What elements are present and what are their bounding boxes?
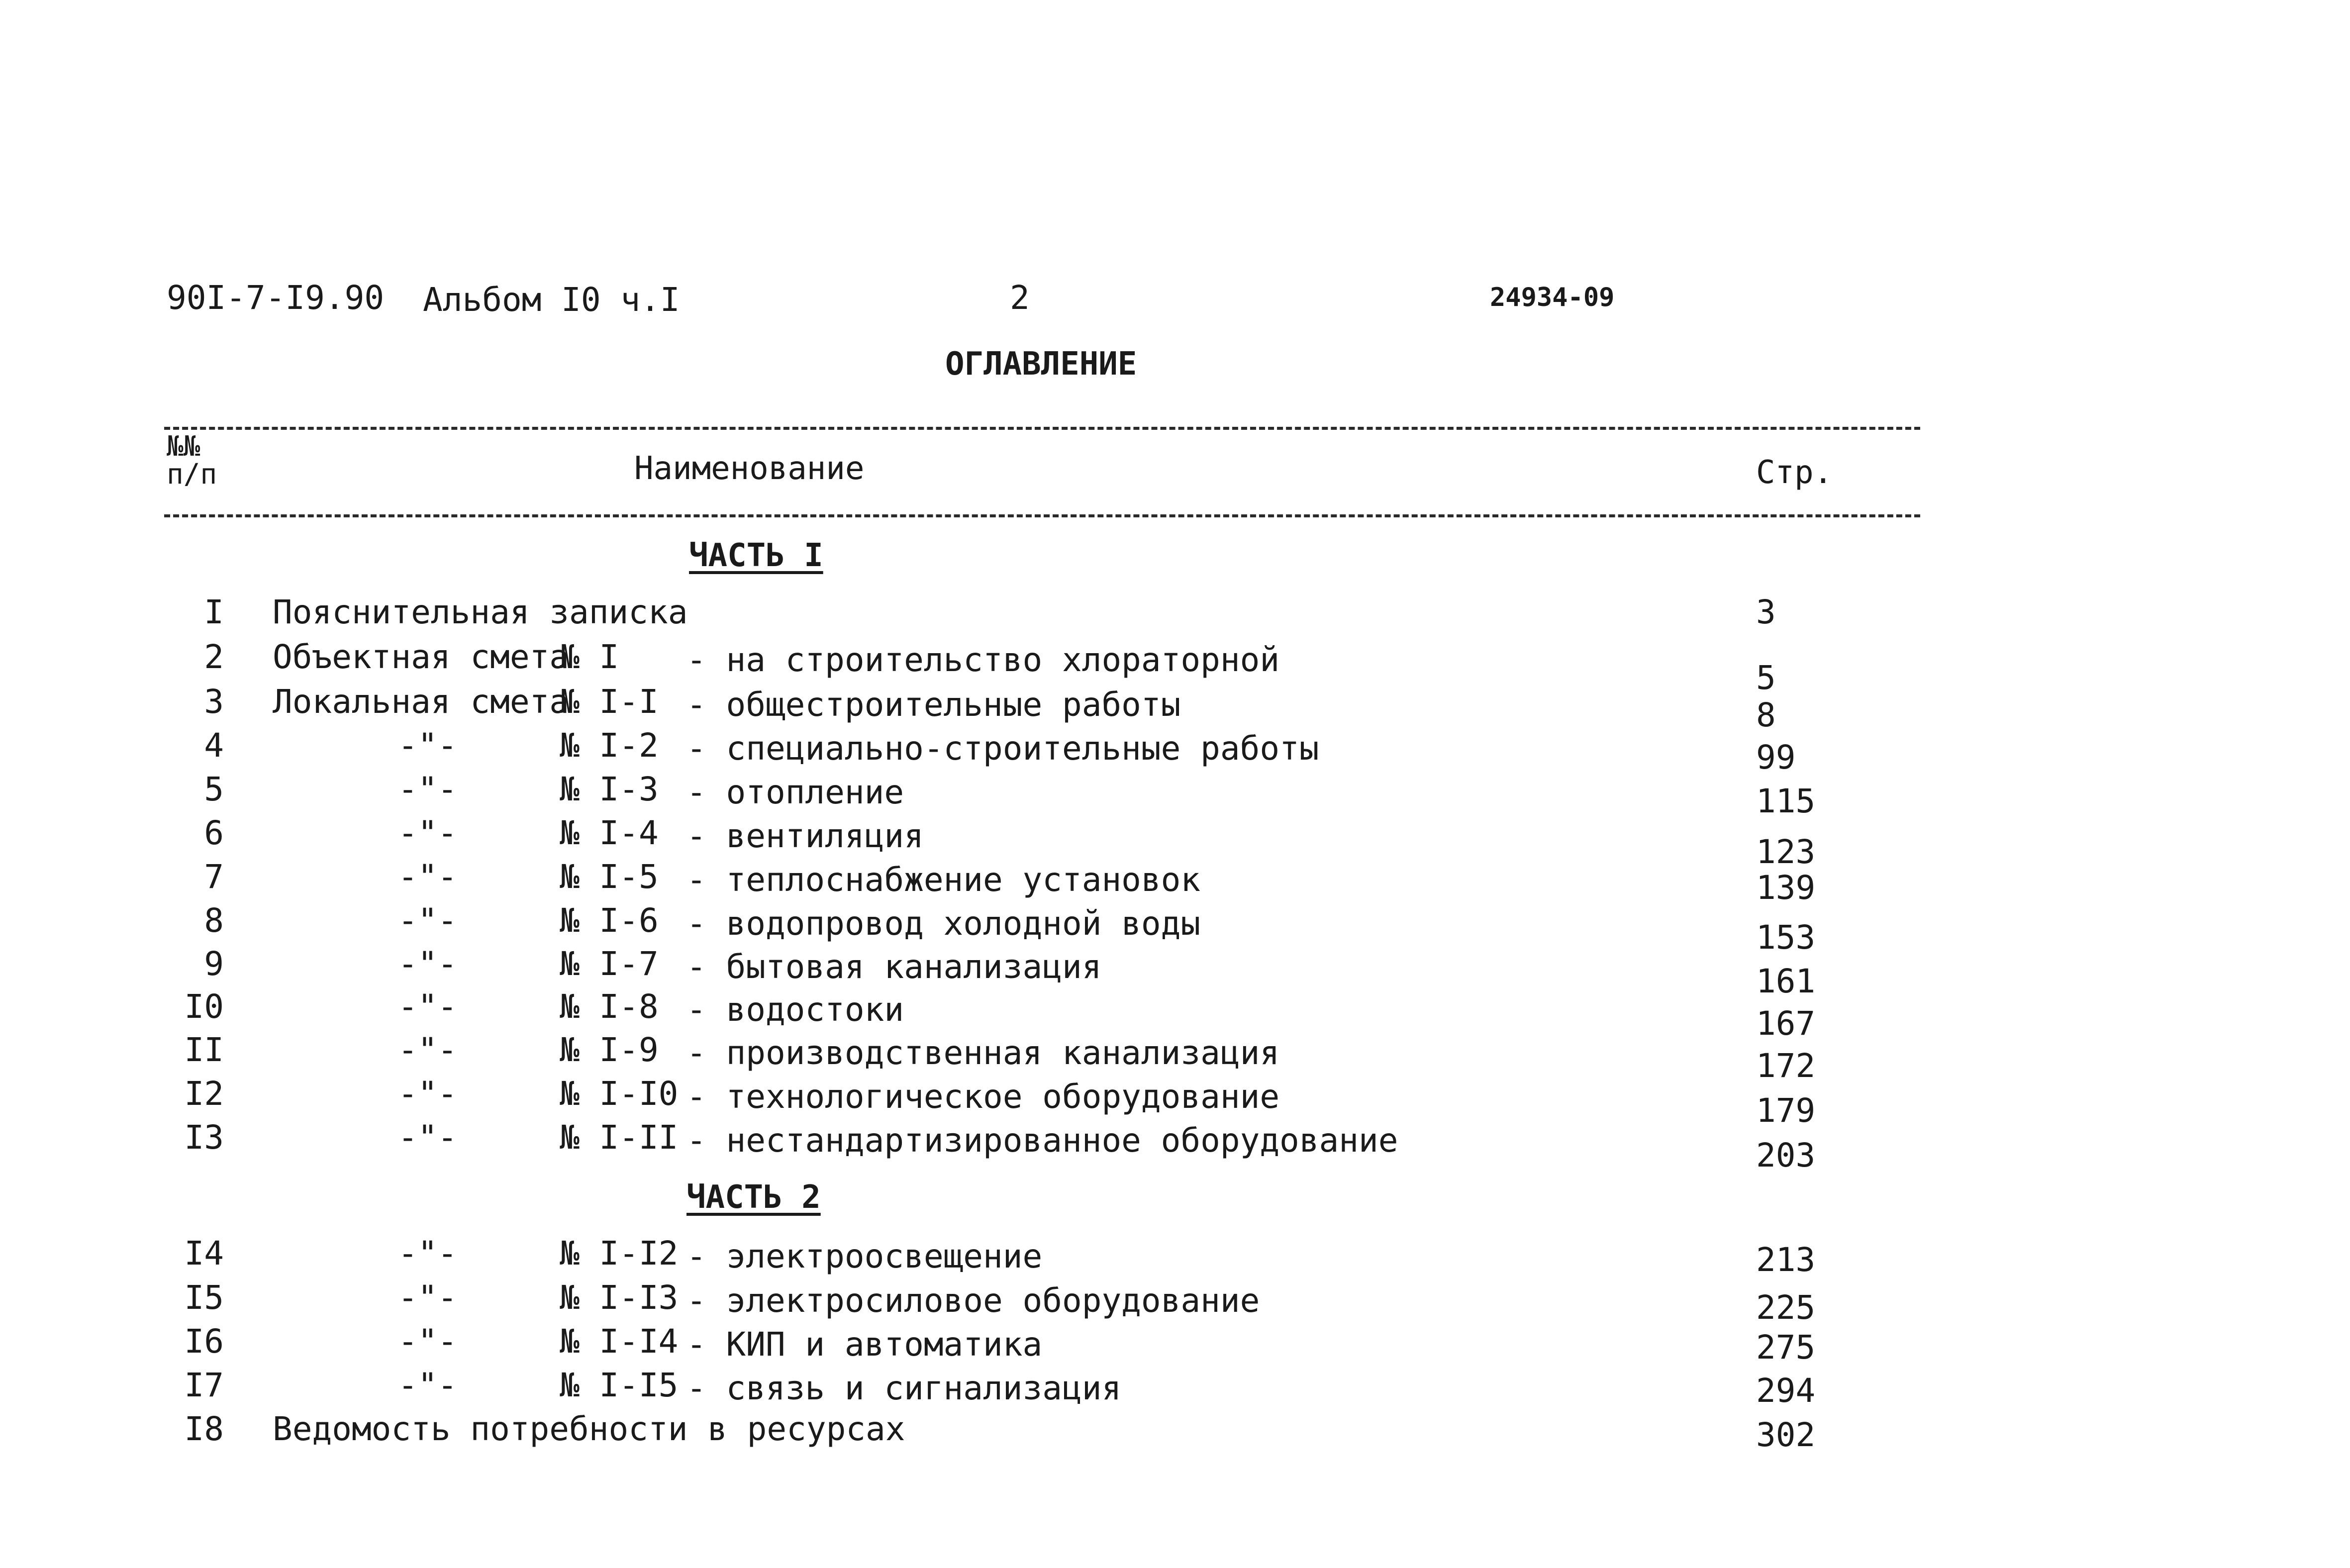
row-number: 3 bbox=[204, 683, 224, 721]
row-kind: -"- bbox=[398, 1075, 458, 1113]
row-number: I6 bbox=[184, 1322, 224, 1361]
row-estimate-ref: № I-I5 bbox=[560, 1366, 679, 1404]
row-estimate-ref: № I-8 bbox=[560, 987, 659, 1026]
row-description: - электросиловое оборудование bbox=[686, 1281, 1260, 1320]
row-estimate-ref: № I-2 bbox=[560, 726, 659, 765]
row-number: I2 bbox=[184, 1075, 224, 1113]
row-page: 225 bbox=[1756, 1288, 1816, 1327]
row-page: 115 bbox=[1756, 782, 1816, 820]
row-kind: Пояснительная записка bbox=[273, 593, 688, 631]
part-1-heading: ЧАСТЬ I bbox=[689, 537, 823, 574]
row-page: 5 bbox=[1756, 659, 1776, 697]
row-description: - КИП и автоматика bbox=[686, 1325, 1043, 1364]
row-page: 167 bbox=[1756, 1004, 1816, 1043]
row-estimate-ref: № I bbox=[560, 638, 619, 676]
row-number: 8 bbox=[204, 901, 224, 940]
row-number: 2 bbox=[204, 638, 224, 676]
row-page: 294 bbox=[1756, 1372, 1816, 1410]
row-kind: -"- bbox=[398, 901, 458, 940]
column-page-header: Стр. bbox=[1756, 454, 1833, 491]
row-kind: Объектная смета bbox=[273, 638, 570, 676]
document-code: 90I-7-I9.90 bbox=[167, 279, 385, 317]
row-number: I3 bbox=[184, 1118, 224, 1157]
row-description: - водостоки bbox=[686, 990, 904, 1029]
row-number: I0 bbox=[184, 987, 224, 1026]
row-page: 179 bbox=[1756, 1091, 1816, 1130]
row-description: - нестандартизированное оборудование bbox=[686, 1121, 1398, 1160]
row-number: I bbox=[204, 593, 224, 631]
row-page: 123 bbox=[1756, 833, 1816, 871]
row-page: 302 bbox=[1756, 1416, 1816, 1454]
row-description: - общестроительные работы bbox=[686, 686, 1181, 724]
row-estimate-ref: № I-I3 bbox=[560, 1278, 679, 1317]
row-number: 9 bbox=[204, 945, 224, 983]
row-number: I4 bbox=[184, 1234, 224, 1273]
row-page: 275 bbox=[1756, 1328, 1816, 1367]
row-description: - специально-строительные работы bbox=[686, 729, 1319, 768]
row-estimate-ref: № I-I2 bbox=[560, 1234, 679, 1273]
row-number: II bbox=[184, 1031, 224, 1069]
row-kind: Локальная смета bbox=[273, 683, 570, 721]
row-kind: -"- bbox=[398, 1234, 458, 1273]
row-estimate-ref: № I-5 bbox=[560, 858, 659, 896]
column-number-header: №№ п/п bbox=[167, 430, 217, 490]
row-estimate-ref: № I-II bbox=[560, 1118, 679, 1157]
page-number: 2 bbox=[1010, 279, 1030, 317]
row-number: 6 bbox=[204, 814, 224, 852]
row-page: 8 bbox=[1756, 696, 1776, 734]
row-estimate-ref: № I-3 bbox=[560, 770, 659, 808]
header-top-rule bbox=[164, 427, 1920, 430]
row-number: I7 bbox=[184, 1366, 224, 1404]
row-estimate-ref: № I-I bbox=[560, 683, 659, 721]
row-page: 213 bbox=[1756, 1241, 1816, 1279]
row-page: 99 bbox=[1756, 738, 1796, 777]
row-number: I8 bbox=[184, 1410, 224, 1448]
row-estimate-ref: № I-I0 bbox=[560, 1075, 679, 1113]
row-number: 4 bbox=[204, 726, 224, 765]
row-number: I5 bbox=[184, 1278, 224, 1317]
row-number: 5 bbox=[204, 770, 224, 808]
row-kind: -"- bbox=[398, 1278, 458, 1317]
document-id: 24934-09 bbox=[1490, 283, 1615, 312]
row-estimate-ref: № I-4 bbox=[560, 814, 659, 852]
row-kind: -"- bbox=[398, 1031, 458, 1069]
album-label: Альбом I0 ч.I bbox=[423, 281, 680, 319]
row-kind: -"- bbox=[398, 814, 458, 852]
row-description: - вентиляция bbox=[686, 817, 924, 855]
header-bottom-rule bbox=[164, 514, 1920, 517]
row-description: - отопление bbox=[686, 773, 904, 811]
row-kind: -"- bbox=[398, 987, 458, 1026]
row-page: 3 bbox=[1756, 593, 1776, 631]
row-page: 203 bbox=[1756, 1136, 1816, 1175]
row-kind: -"- bbox=[398, 770, 458, 808]
row-description: - технологическое оборудование bbox=[686, 1078, 1280, 1116]
row-page: 139 bbox=[1756, 869, 1816, 907]
row-kind: -"- bbox=[398, 1322, 458, 1361]
page-title: ОГЛАВЛЕНИЕ bbox=[945, 346, 1137, 383]
row-description: - на строительство хлораторной bbox=[686, 641, 1280, 679]
row-kind: -"- bbox=[398, 1118, 458, 1157]
row-kind: Ведомость потребности в ресурсах bbox=[273, 1410, 905, 1448]
row-kind: -"- bbox=[398, 726, 458, 765]
row-estimate-ref: № I-7 bbox=[560, 945, 659, 983]
row-estimate-ref: № I-9 bbox=[560, 1031, 659, 1069]
row-description: - водопровод холодной воды bbox=[686, 904, 1201, 943]
column-name-header: Наименование bbox=[634, 450, 865, 487]
row-description: - связь и сигнализация bbox=[686, 1369, 1122, 1407]
row-description: - бытовая канализация bbox=[686, 948, 1102, 986]
row-estimate-ref: № I-I4 bbox=[560, 1322, 679, 1361]
row-page: 153 bbox=[1756, 918, 1816, 957]
row-page: 161 bbox=[1756, 962, 1816, 1000]
row-estimate-ref: № I-6 bbox=[560, 901, 659, 940]
row-description: - теплоснабжение установок bbox=[686, 861, 1201, 899]
row-kind: -"- bbox=[398, 858, 458, 896]
row-page: 172 bbox=[1756, 1047, 1816, 1085]
row-number: 7 bbox=[204, 858, 224, 896]
row-kind: -"- bbox=[398, 1366, 458, 1404]
row-kind: -"- bbox=[398, 945, 458, 983]
part-2-heading: ЧАСТЬ 2 bbox=[686, 1179, 821, 1216]
row-description: - электроосвещение bbox=[686, 1237, 1043, 1275]
row-description: - производственная канализация bbox=[686, 1034, 1280, 1072]
